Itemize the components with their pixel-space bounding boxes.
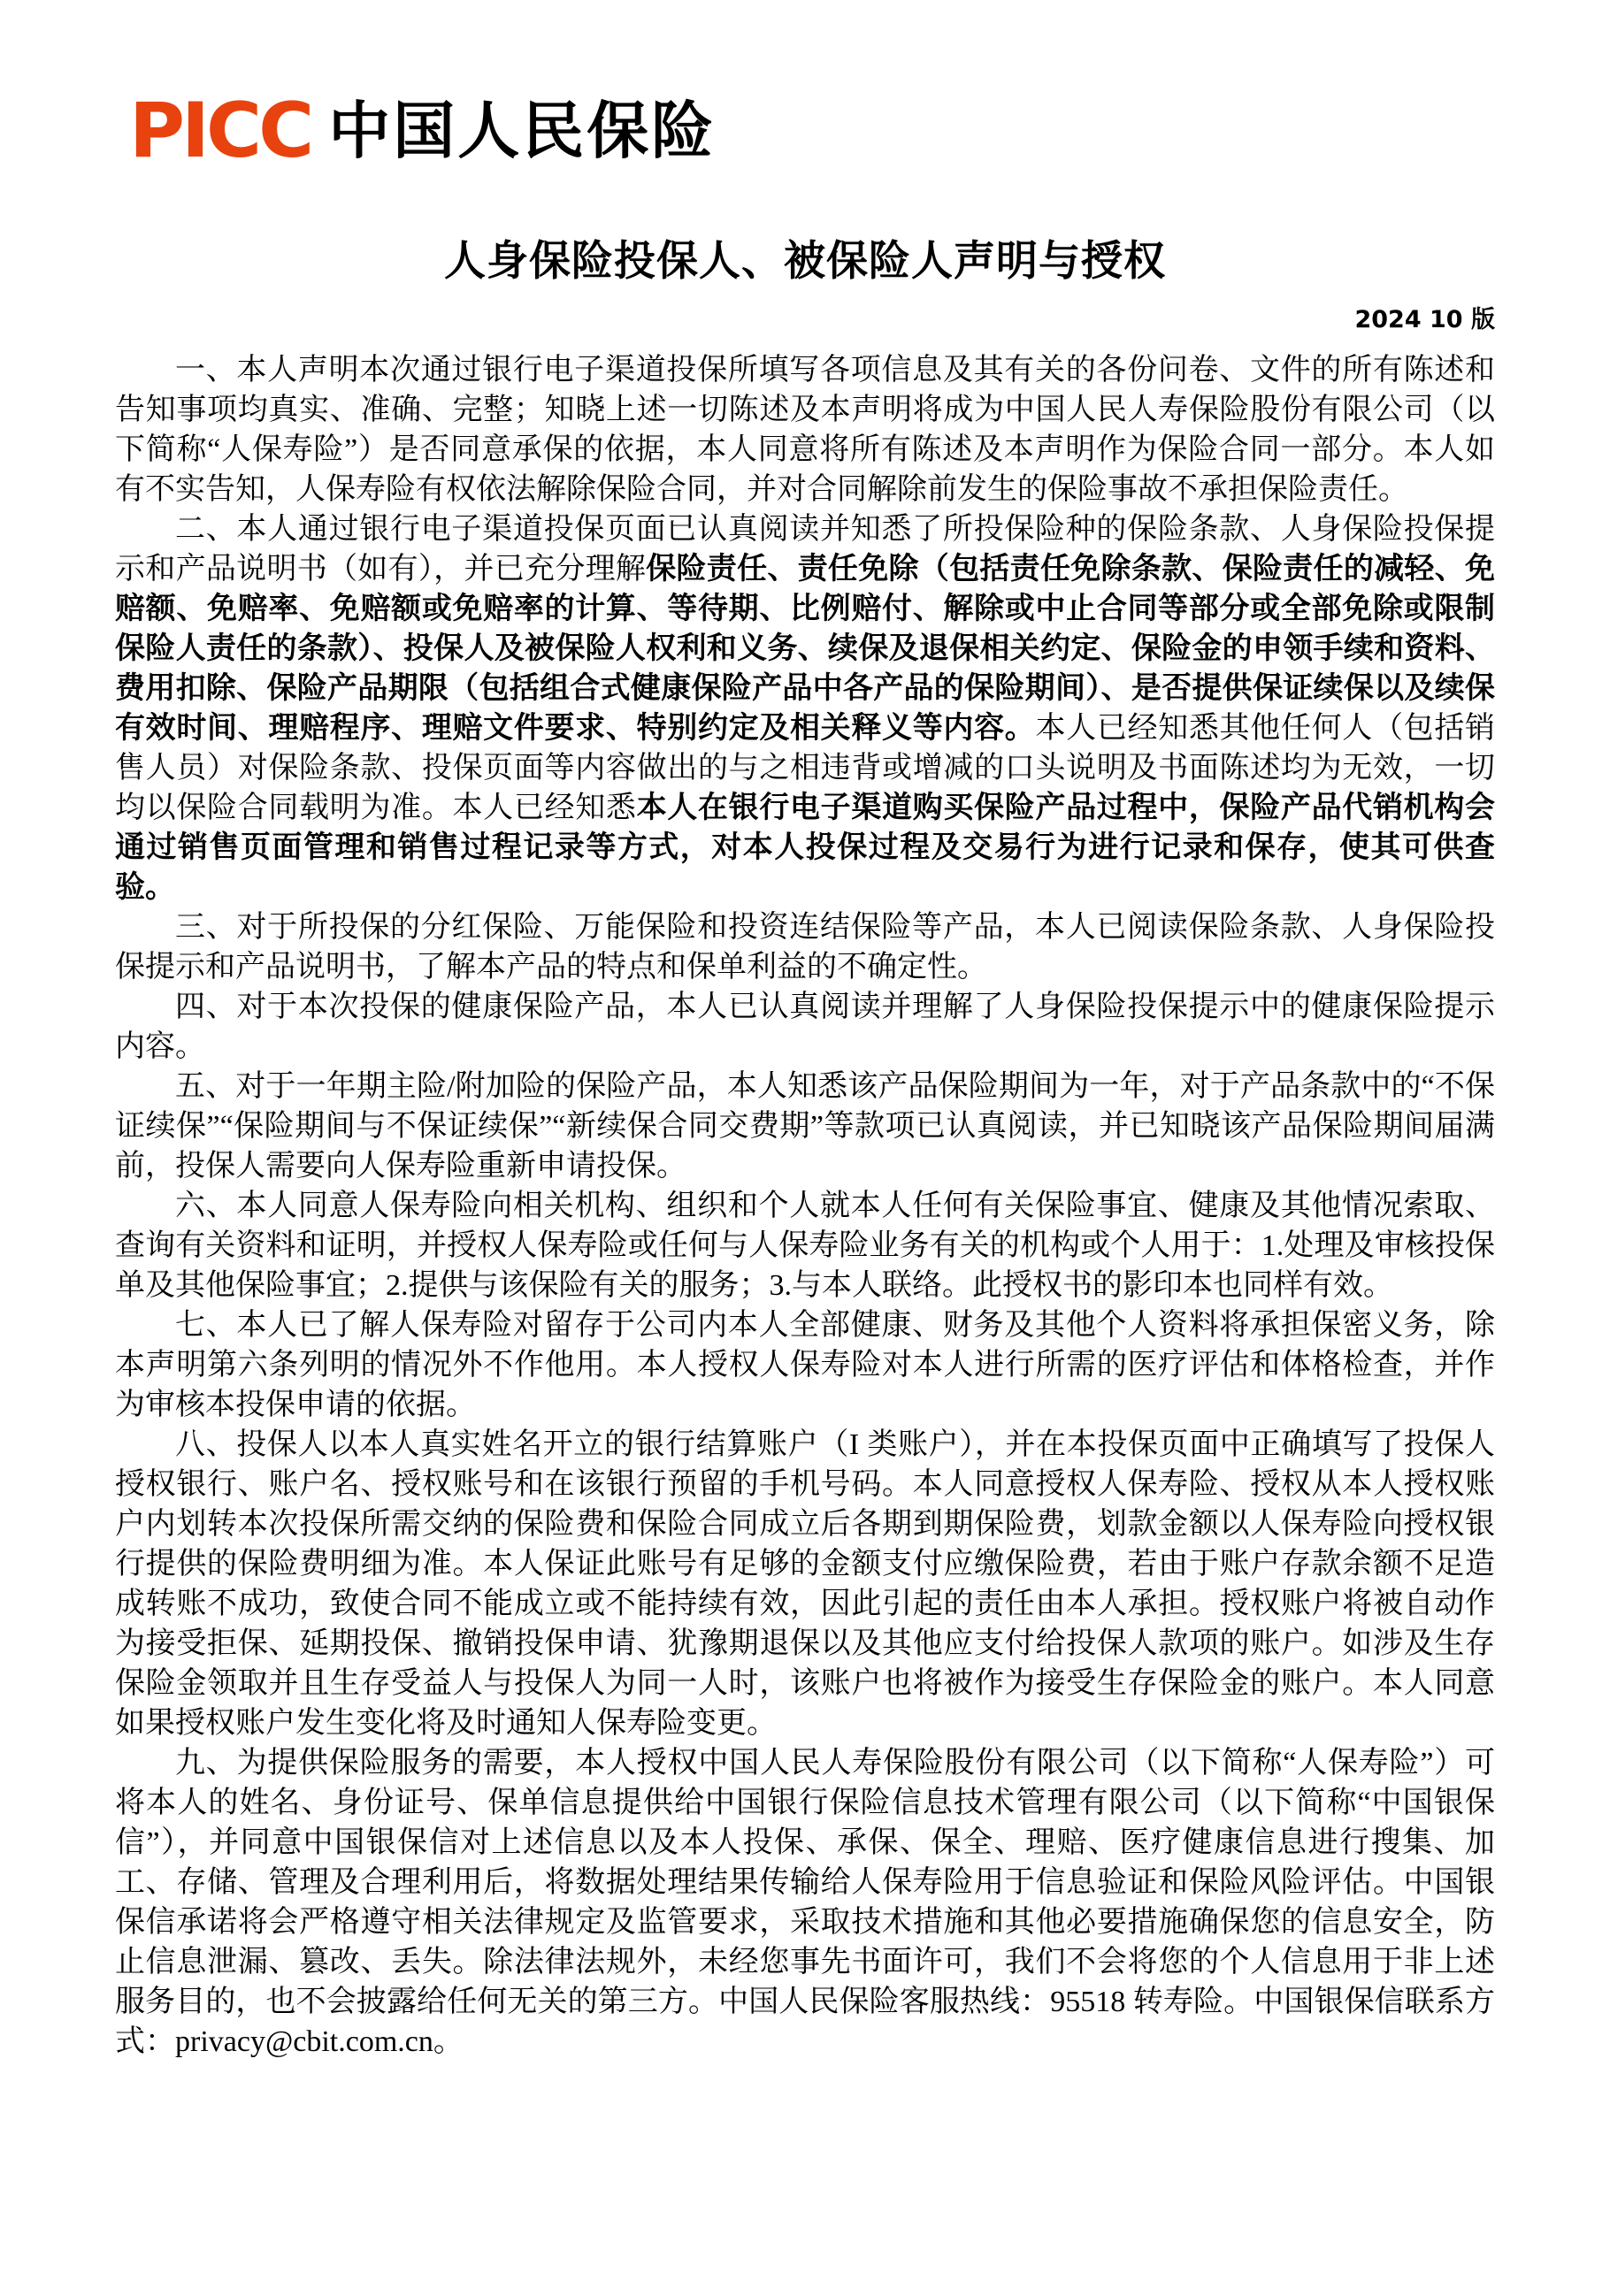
- paragraph-4: [115, 987, 1495, 1067]
- header-logo: [129, 88, 1495, 173]
- text-run: 六、本人同意人保寿险向相关机构、组织和个人就本人任何有关保险事宜、健康及其他情况索取、查询有关资料和证明，并授权人保寿险或任何与人保寿险业务有关的机构或个人用于：1.处理及审核投保单及其他保险事宜；2.提供与该保险有关的服务；3.与本人联络。此授权书的影印本也同样有效。: [115, 1190, 1495, 1302]
- paragraph-6: [115, 1186, 1495, 1305]
- paragraph-9: [115, 1743, 1495, 2062]
- text-run: 七、本人已了解人保寿险对留存于公司内本人全部健康、财务及其他个人资料将承担保密义务，除本声明第六条列明的情况外不作他用。本人授权人保寿险对本人进行所需的医疗评估和体格检查，并作为审核本投保申请的依据。: [115, 1309, 1495, 1421]
- paragraph-1: [115, 350, 1495, 509]
- paragraph-2: [115, 509, 1495, 907]
- text-run: 九、为提供保险服务的需要，本人授权中国人民人寿保险股份有限公司（以下简称“人保寿险”）可将本人的姓名、身份证号、保单信息提供给中国银行保险信息技术管理有限公司（以下简称“中国银保信”），并同意中国银保信对上述信息以及本人投保、承保、保全、理赔、医疗健康信息进行搜集、加工、存储、管理及合理利用后，将数据处理结果传输给人保寿险用于信息验证和保险风险评估。中国银保信承诺将会严格遵守相关法律规定及监管要求，采取技术措施和其他必要措施确保您的信息安全，防止信息泄漏、篡改、丢失。除法律法规外，未经您事先书面许可，我们不会将您的个人信息用于非上述服务目的，也不会披露给任何无关的第三方。中国人民保险客服热线：95518 转寿险。中国银保信联系方式：privacy@cbit.com.cn。: [115, 1747, 1495, 2058]
- bold-text-run: 保险责任、责任免除（包括责任免除条款、保险责任的减轻、免赔额、免赔率、免赔额或免赔率的计算、等待期、比例赔付、解除或中止合同等部分或全部免除或限制保险人责任的条款）、投保人及被保险人权利和义务、续保及退保相关约定、保险金的申领手续和资料、费用扣除、保险产品期限（包括组合式健康保险产品中各产品的保险期间）、是否提供保证续保以及续保有效时间、理赔程序、理赔文件要求、特别约定及相关释义等内容。: [115, 553, 1496, 745]
- text-run: 五、对于一年期主险/附加险的保险产品，本人知悉该产品保险期间为一年，对于产品条款中的“不保证续保”“保险期间与不保证续保”“新续保合同交费期”等款项已认真阅读，并已知晓该产品保险期间届满前，投保人需要向人保寿险重新申请投保。: [115, 1070, 1495, 1182]
- paragraph-5: [115, 1067, 1495, 1186]
- paragraph-7: [115, 1305, 1495, 1425]
- bold-text-run: 本人在银行电子渠道购买保险产品过程中，保险产品代销机构会通过销售页面管理和销售过程记录等方式，对本人投保过程及交易行为进行记录和保存，使其可供查验。: [115, 792, 1496, 904]
- text-run: 一、本人声明本次通过银行电子渠道投保所填写各项信息及其有关的各份问卷、文件的所有陈述和告知事项均真实、准确、完整；知晓上述一切陈述及本声明将成为中国人民人寿保险股份有限公司（以下简称“人保寿险”）是否同意承保的依据，本人同意将所有陈述及本声明作为保险合同一部分。本人如有不实告知，人保寿险有权依法解除保险合同，并对合同解除前发生的保险事故不承担保险责任。: [115, 354, 1495, 506]
- version-label: 2024 10 版: [1354, 306, 1495, 333]
- page-title: 人身保险投保人、被保险人声明与授权: [444, 239, 1166, 285]
- text-run: 三、对于所投保的分红保险、万能保险和投资连结保险等产品，本人已阅读保险条款、人身保险投保提示和产品说明书，了解本产品的特点和保单利益的不确定性。: [115, 911, 1495, 983]
- text-run: 四、对于本次投保的健康保险产品，本人已认真阅读并理解了人身保险投保提示中的健康保险提示内容。: [115, 991, 1495, 1063]
- text-run: 本人已经知悉其他任何人（包括销售人员）对保险条款、投保页面等内容做出的与之相违背或增减的口头说明及书面陈述均为无效，一切均以保险合同载明为准。本人已经知悉: [115, 712, 1495, 824]
- document-body: [115, 350, 1495, 2062]
- company-name-text: 中国人民保险: [328, 95, 717, 167]
- paragraph-8: [115, 1425, 1495, 1743]
- picc-logo-text: PICC: [129, 87, 311, 175]
- text-run: 二、本人通过银行电子渠道投保页面已认真阅读并知悉了所投保险种的保险条款、人身保险投保提示和产品说明书（如有），并已充分理解: [115, 513, 1495, 585]
- paragraph-3: [115, 907, 1495, 987]
- text-run: 八、投保人以本人真实姓名开立的银行结算账户（I 类账户），并在本投保页面中正确填写了投保人授权银行、账户名、授权账号和在该银行预留的手机号码。本人同意授权人保寿险、授权从本人授权账户内划转本次投保所需交纳的保险费和保险合同成立后各期到期保险费，划款金额以人保寿险向授权银行提供的保险费明细为准。本人保证此账号有足够的金额支付应缴保险费，若由于账户存款余额不足造成转账不成功，致使合同不能成立或不能持续有效，因此引起的责任由本人承担。授权账户将被自动作为接受拒保、延期投保、撤销投保申请、犹豫期退保以及其他应支付给投保人款项的账户。如涉及生存保险金领取并且生存受益人与投保人为同一人时，该账户也将被作为接受生存保险金的账户。本人同意如果授权账户发生变化将及时通知人保寿险变更。: [115, 1428, 1495, 1740]
